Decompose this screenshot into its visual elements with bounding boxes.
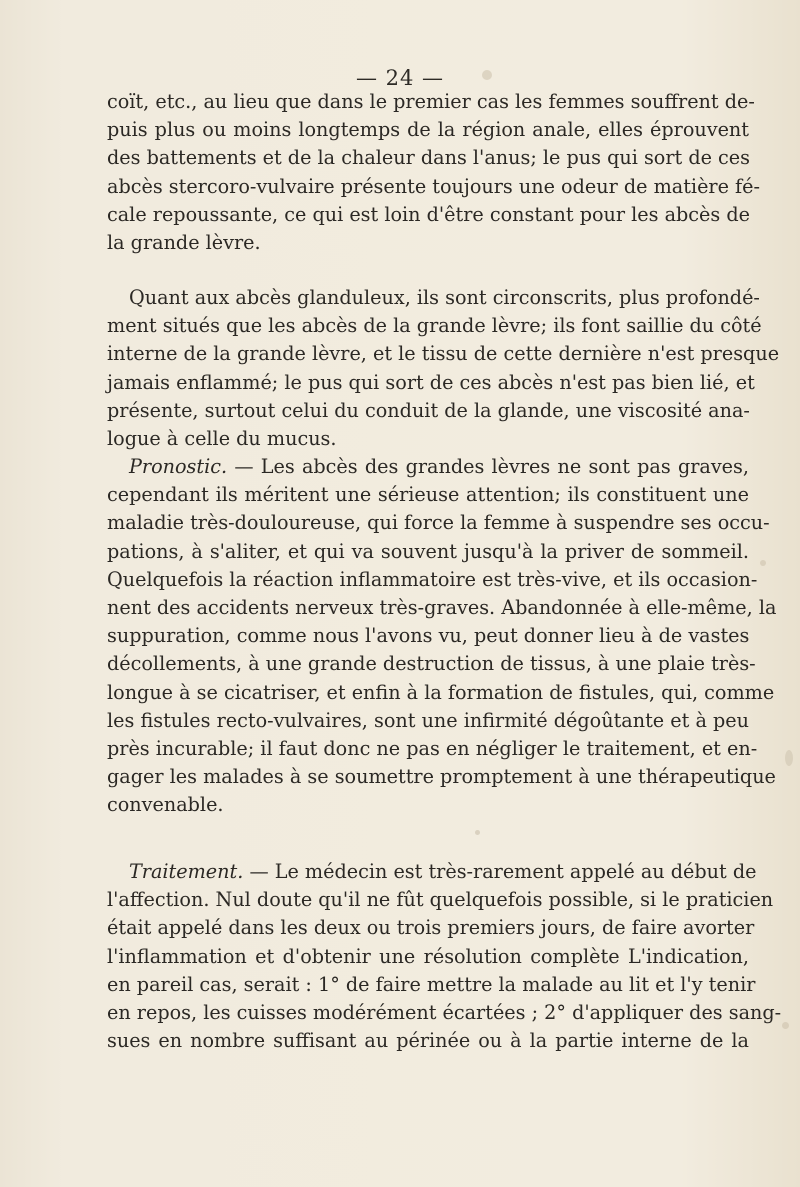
text-line: la grande lèvre.	[107, 231, 261, 255]
text-line	[107, 858, 757, 886]
text-line: était appelé dans les deux ou trois premiers jours, de faire avorter	[107, 916, 755, 940]
text-line: puis plus ou moins longtemps de la région anale, elles éprouvent	[107, 118, 749, 142]
paper-speck	[482, 70, 492, 80]
text-line: l'affection. Nul doute qu'il ne fût quelquefois possible, si le praticien	[107, 888, 774, 912]
text-line: cale repoussante, ce qui est loin d'être constant pour les abcès de	[107, 202, 750, 226]
text-line: près incurable; il faut donc ne pas en négliger le traitement, et en-	[107, 737, 758, 761]
heading-continuation: — Les abcès des grandes lèvres ne sont pas graves,	[227, 455, 749, 478]
heading-continuation: — Le médecin est très-rarement appelé au début de	[243, 860, 757, 883]
paper-speck	[782, 1022, 789, 1029]
text-line: en pareil cas, serait : 1° de faire mettre la malade au lit et l'y tenir	[107, 972, 756, 996]
text-line: en repos, les cuisses modérément écartées ; 2° d'appliquer des sang-	[107, 1001, 782, 1025]
paragraph-1	[107, 88, 760, 257]
text-line: sues en nombre suffisant au périnée ou à la partie interne de la	[107, 1029, 749, 1053]
text-line: longue à se cicatriser, et enfin à la formation de fistules, qui, comme	[107, 680, 775, 704]
paper-speck	[475, 830, 480, 835]
paper-speck	[785, 750, 793, 766]
text-line: abcès stercoro-vulvaire présente toujours une odeur de matière fé-	[107, 174, 760, 198]
text-line: ment situés que les abcès de la grande lèvre; ils font saillie du côté	[107, 314, 762, 338]
paragraph-pronostic	[107, 453, 777, 820]
text-line: coït, etc., au lieu que dans le premier cas les femmes souffrent de-	[107, 90, 755, 113]
text-line: les fistules recto-vulvaires, sont une infirmité dégoûtante et à peu	[107, 708, 749, 732]
paper-speck	[760, 560, 766, 566]
text-line: Quelquefois la réaction inflammatoire est très-vive, et ils occasion-	[107, 567, 758, 591]
section-heading-traitement: Traitement.	[129, 860, 244, 883]
text-line: convenable.	[107, 793, 224, 817]
text-line: suppuration, comme nous l'avons vu, peut donner lieu à de vastes	[107, 624, 750, 648]
paragraph-2	[107, 284, 780, 453]
text-line: logue à celle du mucus.	[107, 427, 337, 451]
text-line: présente, surtout celui du conduit de la glande, une viscosité ana-	[107, 398, 750, 422]
page-number: — 24 —	[355, 66, 445, 90]
text-line: l'inflammation et d'obtenir une résolution complète L'indication,	[107, 944, 749, 968]
text-line: décollements, à une grande destruction de tissus, à une plaie très-	[107, 652, 756, 676]
text-line: maladie très-douloureuse, qui force la femme à suspendre ses occu-	[107, 511, 770, 535]
text-line: cependant ils méritent une sérieuse attention; ils constituent une	[107, 483, 749, 507]
text-line: des battements et de la chaleur dans l'anus; le pus qui sort de ces	[107, 146, 751, 170]
text-line: gager les malades à se soumettre promptement à une thérapeutique	[107, 765, 776, 789]
text-line	[107, 453, 749, 481]
text-line: jamais enflammé; le pus qui sort de ces abcès n'est pas bien lié, et	[107, 370, 755, 394]
text-line: Quant aux abcès glanduleux, ils sont circonscrits, plus profondé-	[129, 286, 760, 309]
text-line: pations, à s'aliter, et qui va souvent jusqu'à la priver de sommeil.	[107, 539, 749, 563]
section-heading-pronostic: Pronostic.	[129, 455, 228, 478]
text-line: nent des accidents nerveux très-graves. Abandonnée à elle-même, la	[107, 596, 777, 620]
text-line: interne de la grande lèvre, et le tissu de cette dernière n'est presque	[107, 342, 780, 366]
paragraph-traitement	[107, 858, 782, 1055]
